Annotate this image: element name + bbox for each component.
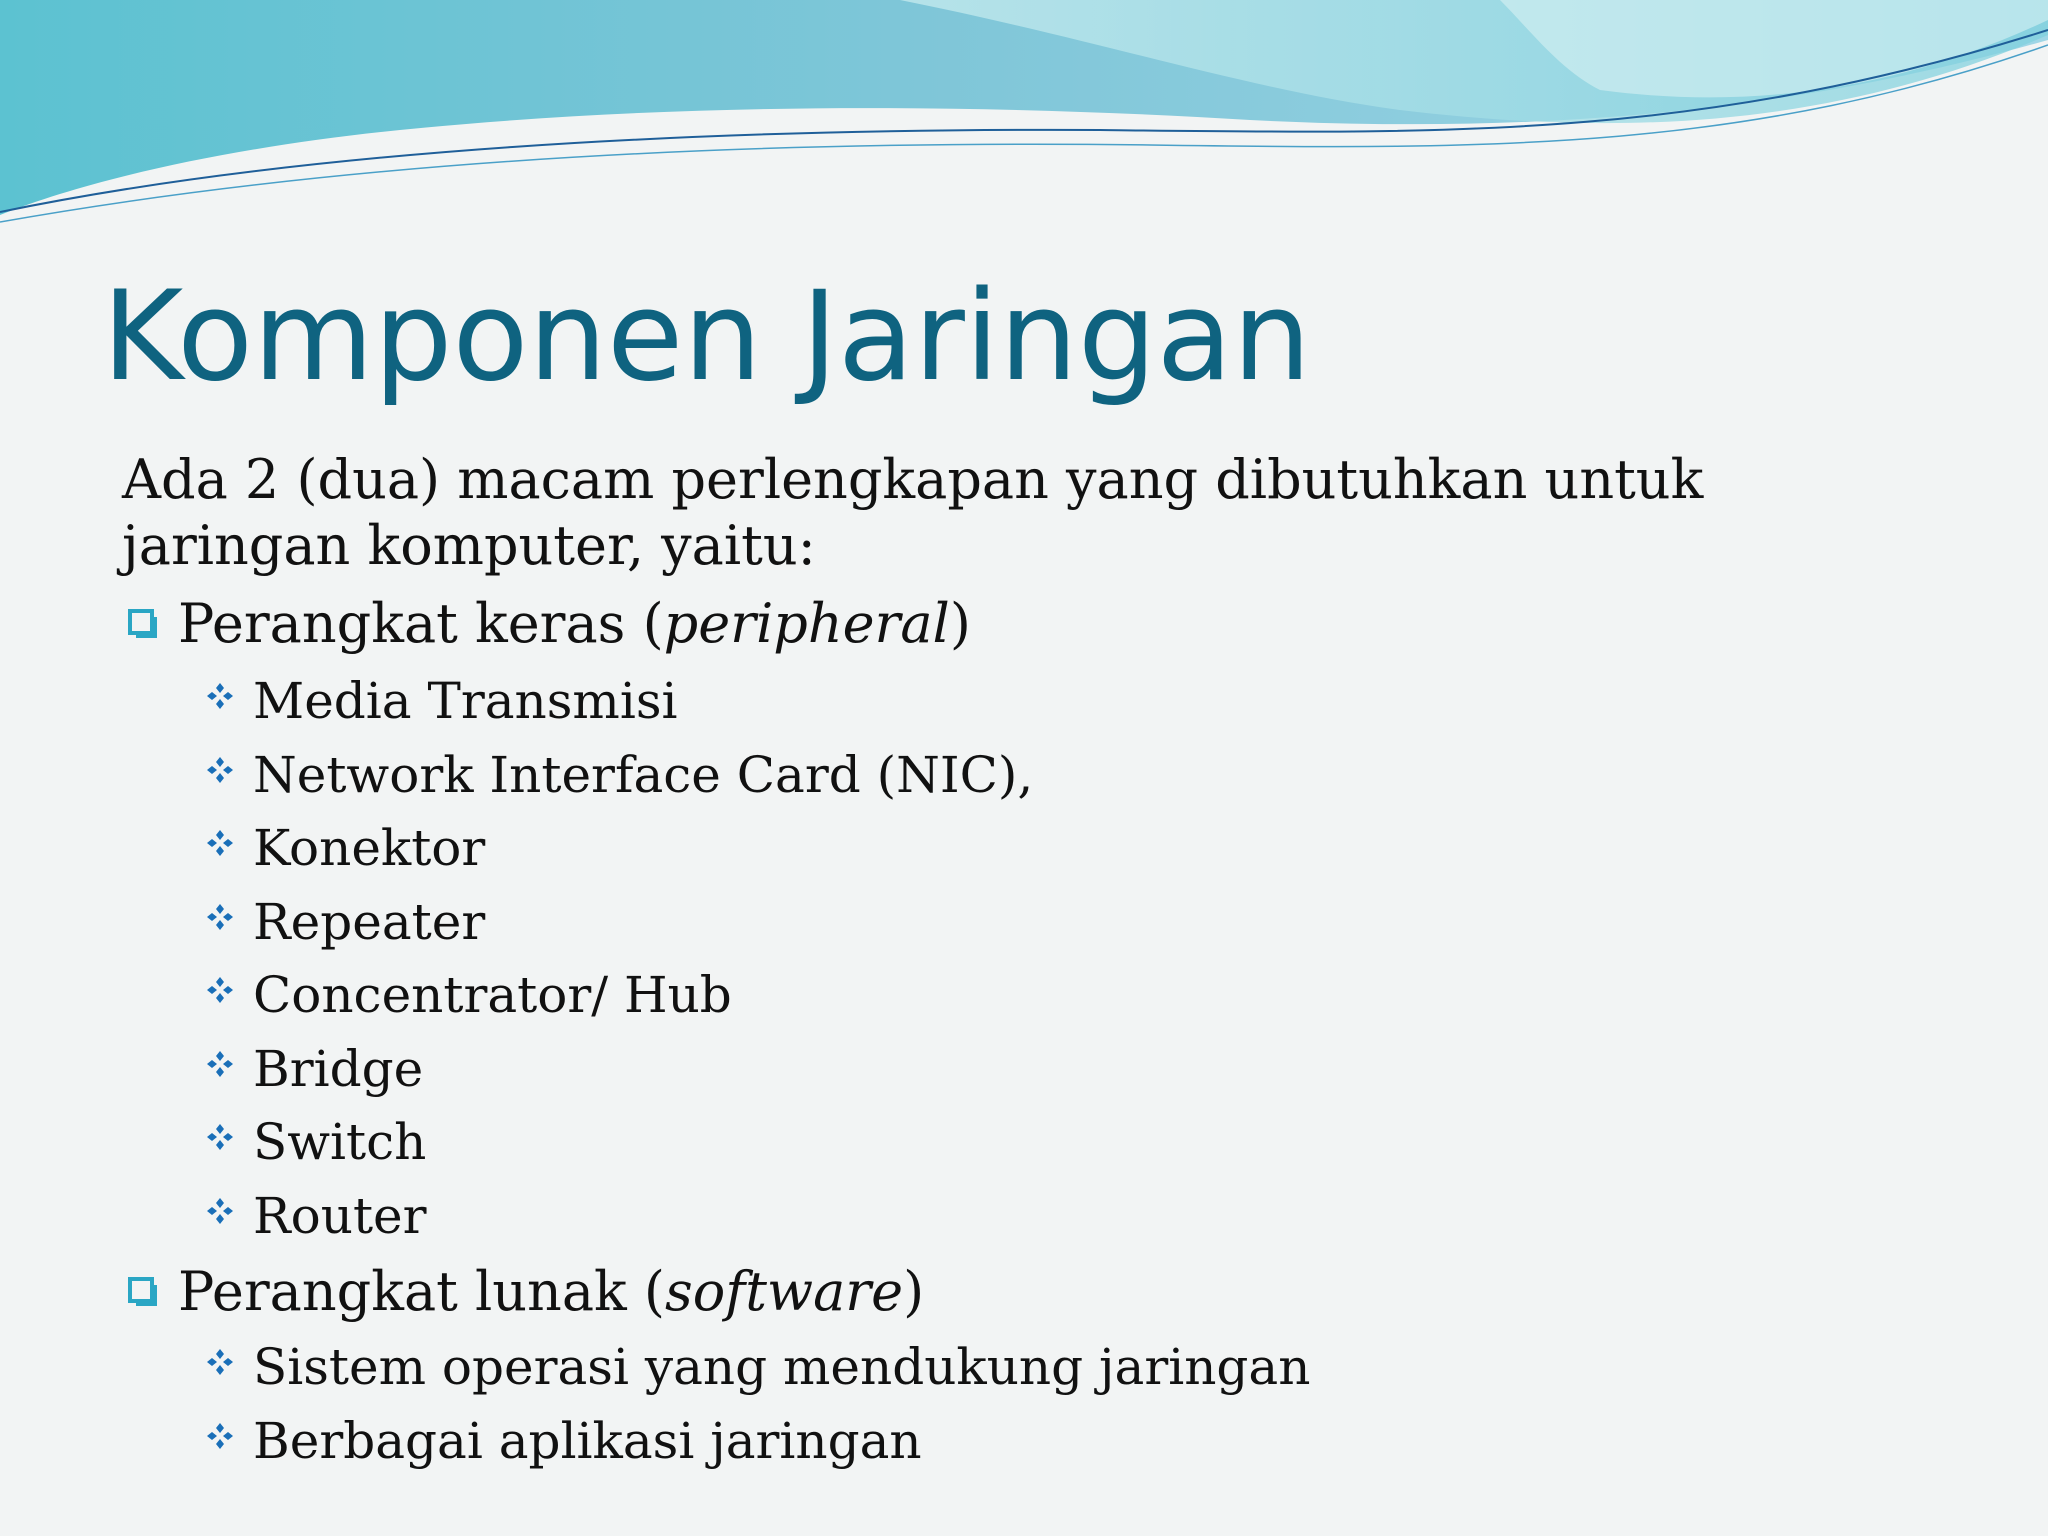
list-item-text: Bridge xyxy=(253,1039,424,1098)
section-software-heading xyxy=(122,1259,1882,1325)
four-diamond-icon xyxy=(206,1197,234,1225)
section-label-suffix: ) xyxy=(949,592,971,655)
list-item xyxy=(122,665,1882,739)
list-item xyxy=(122,1180,1882,1254)
four-diamond-icon xyxy=(206,1123,234,1151)
list-item-text: Network Interface Card (NIC), xyxy=(253,745,1034,804)
hollow-square-icon xyxy=(128,609,158,639)
four-diamond-icon xyxy=(206,756,234,784)
four-diamond-icon xyxy=(206,1050,234,1078)
section-label-prefix: Perangkat keras ( xyxy=(178,592,664,655)
list-item xyxy=(122,1405,1882,1479)
four-diamond-icon xyxy=(206,976,234,1004)
list-item-text: Router xyxy=(253,1186,427,1245)
slide-body xyxy=(122,447,1882,1478)
header-wave-decoration xyxy=(0,0,2048,240)
section-label-prefix: Perangkat lunak ( xyxy=(178,1260,665,1323)
list-item xyxy=(122,959,1882,1033)
four-diamond-icon xyxy=(206,1422,234,1450)
four-diamond-icon xyxy=(206,903,234,931)
list-item-text: Berbagai aplikasi jaringan xyxy=(253,1411,922,1470)
slide-title: Komponen Jaringan xyxy=(102,265,1312,409)
list-item xyxy=(122,1033,1882,1107)
list-item-text: Switch xyxy=(253,1113,427,1171)
section-label-suffix: ) xyxy=(903,1260,925,1323)
list-item-text: Repeater xyxy=(253,892,486,951)
list-item-text: Concentrator/ Hub xyxy=(253,966,732,1024)
section-hardware-heading xyxy=(122,591,1882,657)
section-label-italic: software xyxy=(664,1260,904,1323)
hollow-square-icon xyxy=(128,1277,158,1307)
four-diamond-icon xyxy=(206,829,234,857)
four-diamond-icon xyxy=(206,682,234,710)
list-item xyxy=(122,886,1882,960)
intro-text: Ada 2 (dua) macam perlengkapan yang dibutuhkan untuk jaringan komputer, yaitu: xyxy=(122,448,1704,577)
list-item-text: Sistem operasi yang mendukung jaringan xyxy=(253,1338,1311,1396)
four-diamond-icon xyxy=(206,1348,234,1376)
list-item xyxy=(122,739,1882,813)
section-label-italic: peripheral xyxy=(663,592,950,655)
list-item-text: Konektor xyxy=(253,819,486,877)
list-item xyxy=(122,1106,1882,1180)
list-item-text: Media Transmisi xyxy=(253,672,678,730)
list-item xyxy=(122,812,1882,886)
list-item xyxy=(122,1331,1882,1405)
